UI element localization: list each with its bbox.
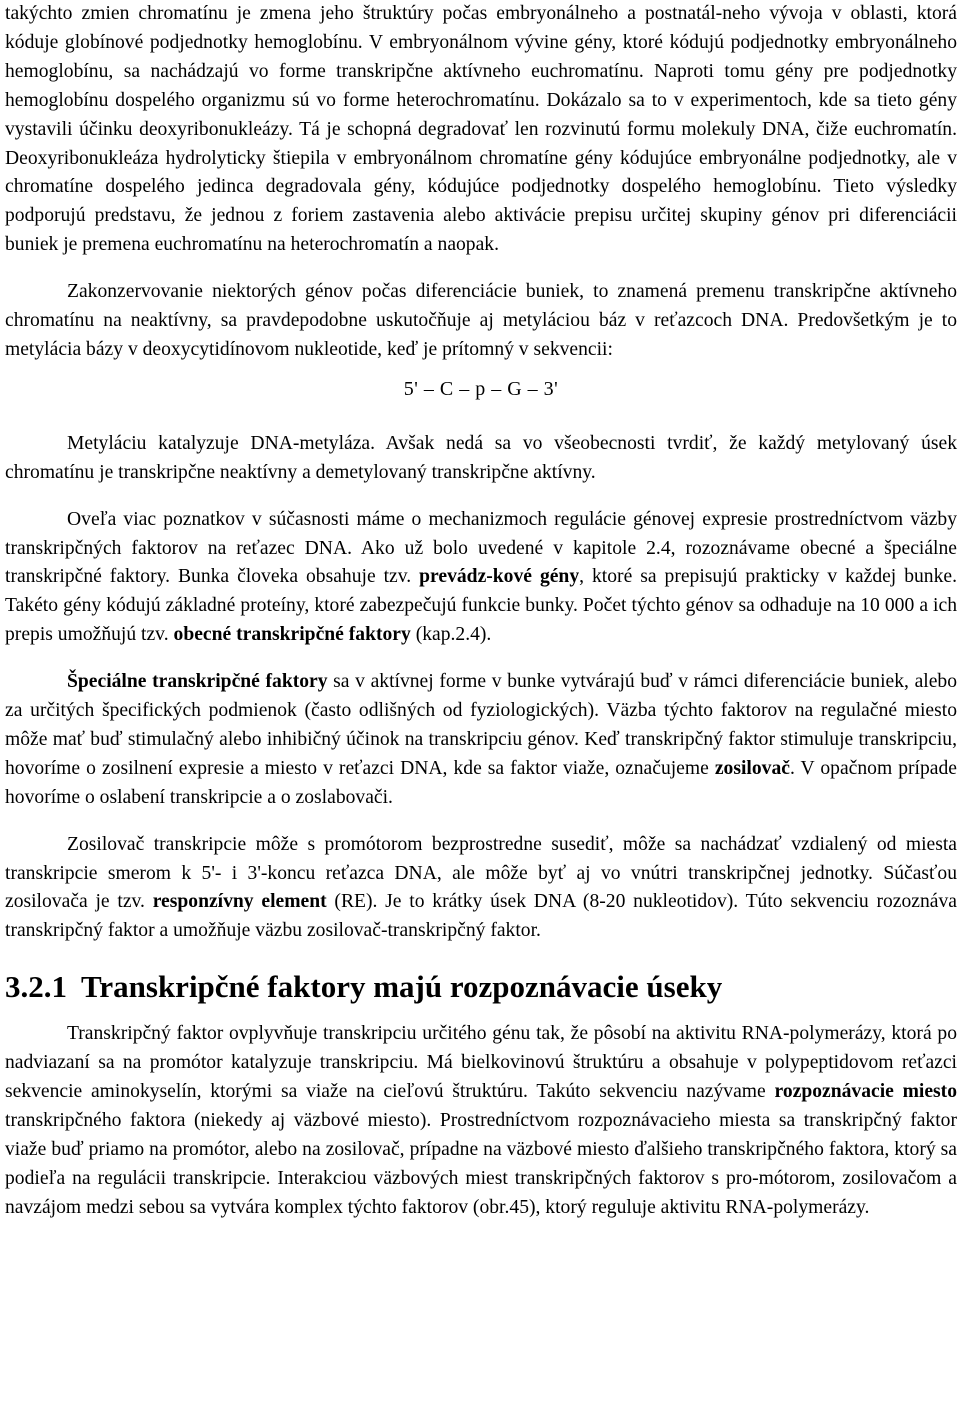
text-span: transkripčného faktora (niekedy aj väzbové miesto). Prostredníctvom rozpoznávacieho miesta sa transkripčný faktor viaže buď priamo na promótor, alebo na zosilovač, prípadne na väzbové miesto ďalšieho transkripčného faktora, ktorý sa podieľa na regulácii transkripcie. Interakciou väzbových miest transkripčných faktorov s pro-mótorom, zosilovačom a navzájom medzi sebou sa vytvára komplex týchto faktorov (obr.45), ktorý reguluje aktivitu RNA-polymerázy. bbox=[5, 1110, 957, 1218]
sequence-formula: 5' – C – p – G – 3' bbox=[403, 377, 559, 400]
section-number: 3.2.1 bbox=[5, 969, 67, 1005]
term-recognition-site: rozpoznávacie miesto bbox=[774, 1081, 957, 1103]
text-span: Oveľa viac poznatkov v súčasnosti máme o mechanizmoch regulácie génovej expresie prostredníctvom väzby transkripčných faktorov na reťazec DNA. Ako už bolo uvedené v kapitole 2.4, rozoznávame obecné a špeciálne transkripčné faktory. Bunka človeka obsahuje tzv. bbox=[5, 508, 957, 588]
text-span: (kap.2.4). bbox=[410, 624, 492, 646]
term-general-transcription-factors: obecné transkripčné faktory bbox=[173, 624, 411, 646]
paragraph-chromatin-changes: takýchto zmien chromatínu je zmena jeho štruktúry počas embryonálneho a postnatál-neho vývoja v oblasti, ktorá kóduje globínové podjednotky hemoglobínu. V embryonálnom vývine gény, ktoré kódujú podjednotky embryonálneho hemoglobínu, sa nachádzajú vo forme transkripčne aktívneho euchromatínu. Naproti tomu gény pre podjednotky hemoglobínu dospelého organizmu sú vo forme heterochromatínu. Dokázalo sa to v experimentoch, kde sa tieto gény vystavili účinku deoxyribonukleázy. Tá je schopná degradovať len rozvinutú formu molekuly DNA, čiže euchromatín. Deoxyribonukleáza hydrolyticky štiepila v embryonálnom chromatíne gény kódujúce embryonálne podjednotky, ale v chromatíne dospelého jedinca degradovala gény, kódujúce podjednotky dospelého hemoglobínu. Tieto výsledky podporujú predstavu, že jednou z foriem zastavenia alebo aktivácie prepisu určitej skupiny génov pri diferenciácii buniek je premena euchromatínu na heterochromatín a naopak. bbox=[5, 3, 957, 256]
text-span: Zosilovač transkripcie môže s promótorom bezprostredne susediť, môže sa nachádzať vzdialený od miesta transkripcie smerom k 5'- i 3'-koncu reťazca DNA, ale môže byť aj vo vnútri transkripčnej jednotky. Súčasťou zosilovača je tzv. bbox=[5, 833, 957, 913]
text-span: . V opačnom prípade hovoríme o oslabení transkripcie a o zoslabovači. bbox=[5, 757, 957, 808]
term-responsive-element: responzívny element bbox=[152, 891, 327, 913]
paragraph-transcription-factors bbox=[5, 506, 957, 651]
paragraph-dna-methylase: Metyláciu katalyzuje DNA-metyláza. Avšak nedá sa vo všeobecnosti tvrdiť, že každý metylovaný úsek chromatínu je transkripčne neaktívny a demetylovaný transkripčne aktívny. bbox=[5, 432, 957, 483]
term-housekeeping-genes: prevádz-kové gény bbox=[419, 566, 580, 588]
text-span: sa v aktívnej forme v bunke vytvárajú buď v rámci diferenciácie buniek, alebo za určitých špecifických podmienok (často odlišných od fyziologických). Väzba týchto faktorov na regulačné miesto môže mať buď stimulačný alebo inhibičný účinok na transkripciu génov. Keď transkripčný faktor stimuluje transkripciu, hovoríme o zosilnení expresie a miesto v reťazci DNA, kde sa faktor viaže, označujeme bbox=[5, 671, 958, 779]
term-enhancer: zosilovač bbox=[714, 757, 790, 779]
paragraph-recognition-site bbox=[5, 1020, 957, 1222]
paragraph-enhancer bbox=[5, 831, 957, 947]
text-span: Transkripčný faktor ovplyvňuje transkripciu určitého génu tak, že pôsobí na aktivitu RNA-polymerázy, ktorá po nadviazaní sa na promótor katalyzuje transkripciu. Má bielkovinovú štruktúru a obsahuje v polypeptidovom reťazci sekvencie aminokyselín, ktorými sa viaže na cieľovú štruktúru. Takúto sekvenciu nazývame bbox=[5, 1023, 957, 1103]
section-heading bbox=[5, 968, 957, 1006]
text-span: , ktoré sa prepisujú prakticky v každej bunke. Takéto gény kódujú základné proteíny, ktoré zabezpečujú funkcie bunky. Počet týchto génov sa odhaduje na 10 000 a ich prepis umožňujú tzv. bbox=[5, 566, 957, 646]
term-special-transcription-factors: Špeciálne transkripčné faktory bbox=[67, 671, 328, 693]
paragraph-gene-conservation: Zakonzervovanie niektorých génov počas diferenciácie buniek, to znamená premenu transkripčne aktívneho chromatínu na neaktívny, sa pravdepodobne uskutočňuje aj metyláciou báz v reťazcoch DNA. Predovšetkým je to metylácia bázy v deoxycytidínovom nukleotide, keď je prítomný v sekvencii: bbox=[5, 281, 957, 360]
paragraph-special-factors bbox=[5, 668, 957, 813]
text-span: (RE). Je to krátky úsek DNA (8-20 nukleotidov). Túto sekvenciu rozoznáva transkripčný faktor a umožňuje väzbu zosilovač-transkripčný faktor. bbox=[5, 891, 957, 942]
document-page bbox=[5, 0, 957, 1223]
section-title: Transkripčné faktory majú rozpoznávacie úseky bbox=[81, 969, 723, 1005]
